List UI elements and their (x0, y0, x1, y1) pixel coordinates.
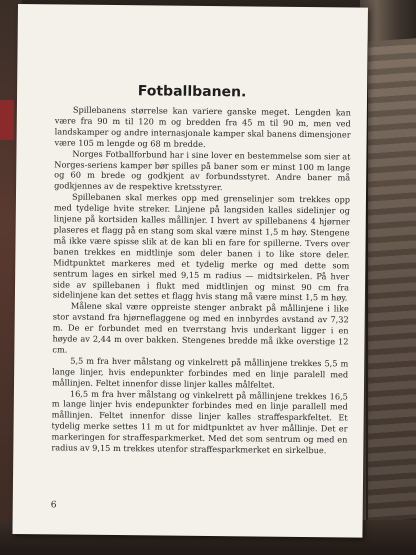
page-title: Fotballbanen. (137, 83, 247, 101)
background-right-book-page (360, 0, 416, 555)
paragraph-3: Spillebanen skal merkes opp med grenselinjer som trekkes opp med tydelige hvite streker. Linjene på langsiden kalles sidelinjer og linjene på kortsiden kalles mållinjer. I hvert av spillebanens 4 hjørner plaseres et flagg på en stang som skal være minst 1,5 m høy. Stengene må ikke være spisse slik at de kan bli en fare for spillerne. Tvers over banen trekkes en midtlinje som deler banen i to like store deler. Midtpunktet markeres med et tydelig merke og med dette som sentrum lages en sirkel med 9,15 m radius — midtsirkelen. På hver side av spillebanen i flukt med midtlinjen og minst 90 cm fra sidelinjene kan det settes et flagg hvis stang må være minst 1,5 m høy. (52, 191, 351, 303)
paragraph-5: 5,5 m fra hver målstang og vinkelrett på mållinjene trekkes 5,5 m lange linjer, hvis endepunkter forbindes med en linje paralell med mållinjen. Feltet innenfor disse linjer kalles målfeltet. (51, 355, 349, 390)
adjacent-page-photo (366, 38, 416, 521)
book-page (12, 4, 368, 538)
background-object (0, 100, 14, 140)
paragraph-1: Spillebanens størrelse kan variere ganske meget. Lengden kan være fra 90 m til 120 m og bredden fra 45 m til 90 m, men ved landskamper og andre internasjonale kamper skal banens dimensjoner være 105 m lengde og 68 m bredde. (54, 104, 351, 149)
body-text (51, 104, 351, 456)
paragraph-4: Målene skal være oppreiste stenger anbrakt på mållinjene i like stor avstand fra hjørneflaggene og med en innbyrdes avstand av 7,32 m. De er forbundet med en tverrstang hvis underkant ligger i en høyde av 2,44 m over bakken. Stengenes bredde må ikke overstige 12 cm. (52, 300, 349, 355)
paragraph-2: Norges Fotballforbund har i sine lover en bestemmelse som sier at Norges-seriens kamper bør spilles på baner som er minst 100 m lange og 60 m brede og godkjent av forbundsstyret. Andre baner må godkjennes av de respektive kretsstyrer. (54, 148, 351, 193)
page-number: 6 (50, 500, 57, 511)
paragraph-6: 16,5 m fra hver målstang og vinkelrett på mållinjene trekkes 16,5 m lange linjer hvis endepunkter forbindes med en linje parallell med mållinjen. Feltet innenfor disse linjer kalles straffesparkfeltet. Et tydelig merke settes 11 m ut for midtpunktet av hver mållinje. Det er markeringen for straffesparkmerket. Med det som sentrum og med en radius av 9,15 m trekkes utenfor straffesparkmerket en sirkelbue. (51, 388, 348, 456)
